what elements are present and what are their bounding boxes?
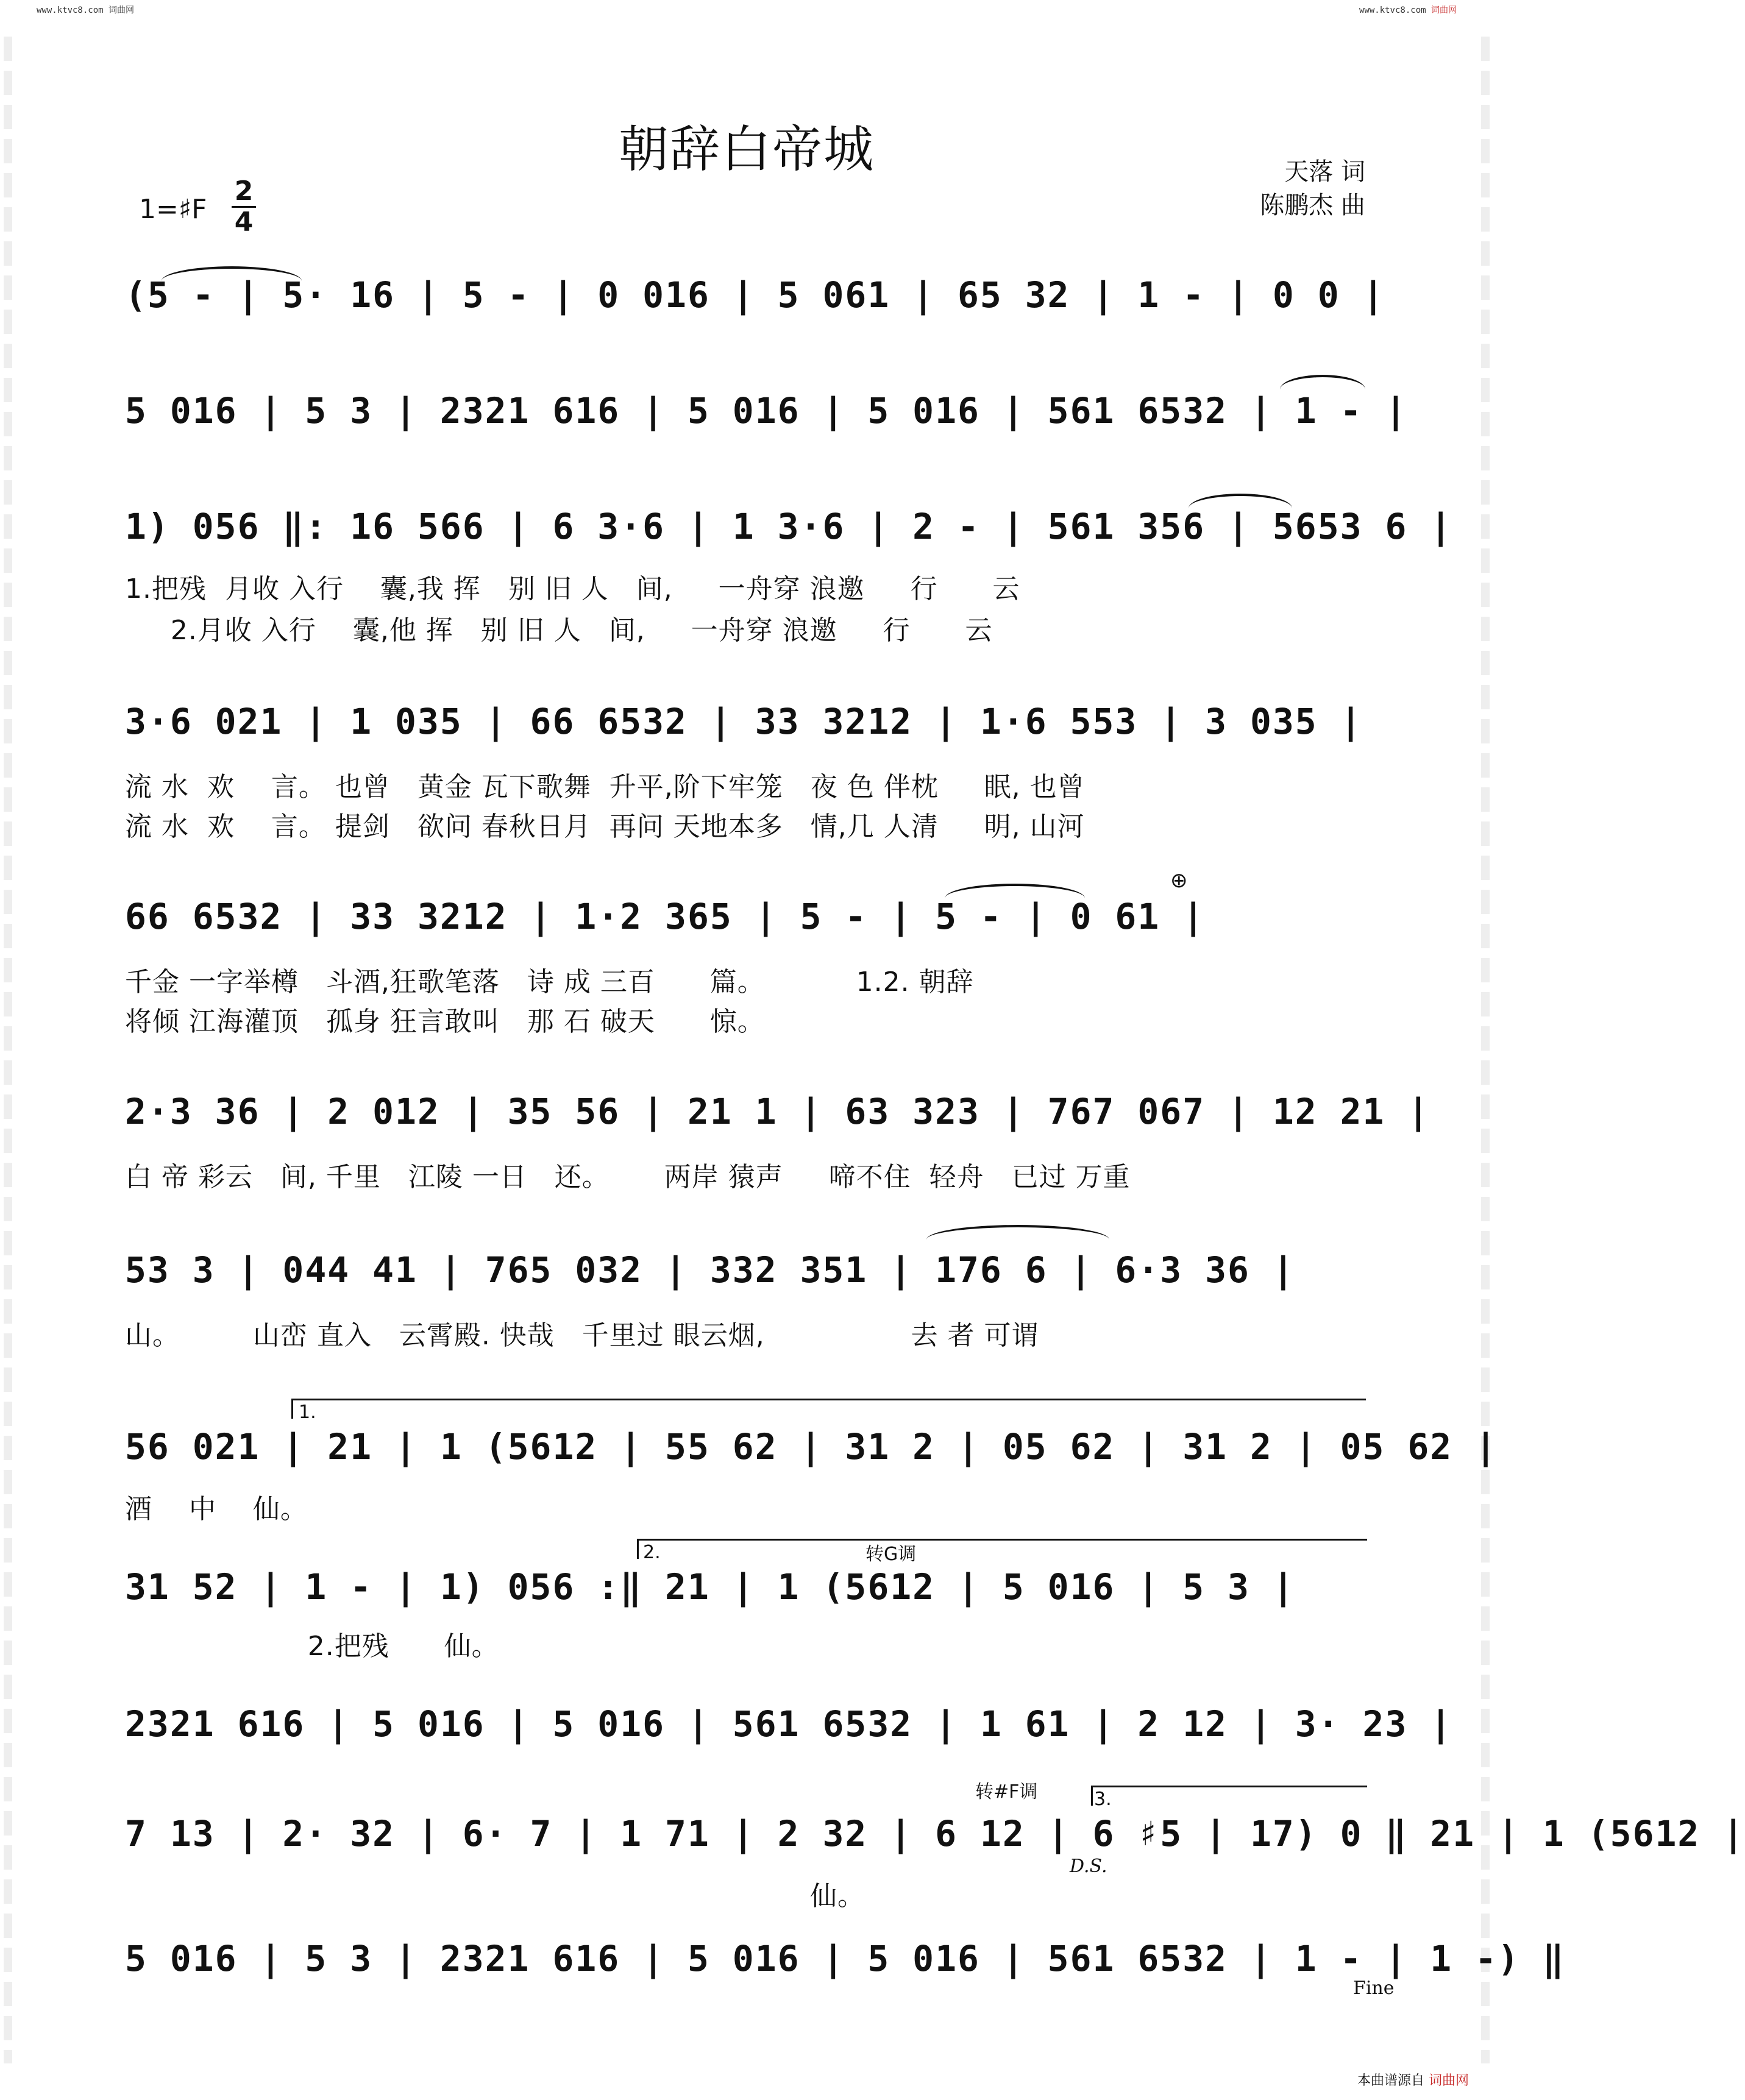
slur	[1280, 375, 1365, 389]
lyric-line-1: 山。 山峦 直入 云霄殿. 快哉 千里过 眼云烟, 去 者 可谓	[125, 1320, 1039, 1351]
modulation-fsharp: 转#F调	[975, 1781, 1038, 1803]
slur	[162, 266, 302, 281]
footer-text: 本曲谱源自	[1357, 2073, 1424, 2088]
third-ending-bracket	[1091, 1786, 1367, 1806]
first-ending-label: 1.	[299, 1402, 316, 1423]
second-ending-bracket	[637, 1539, 1367, 1559]
time-signature-bottom: 4	[232, 206, 256, 237]
notation-system-10: 2321 616 | 5 016 | 5 016 | 561 6532 | 1 61 | 2 12 | 3· 23 |	[125, 1703, 1453, 1745]
slur	[945, 884, 1085, 898]
notation-system-2: 5 016 | 5 3 | 2321 616 | 5 016 | 5 016 | 561 6532 | 1 - |	[125, 390, 1408, 431]
time-signature-top: 2	[234, 176, 254, 207]
watermark-right	[1359, 4, 1457, 16]
coda-sign: ⊕	[1170, 868, 1188, 893]
lyric-line-1: 酒 中 仙。	[125, 1494, 308, 1525]
third-ending-label: 3.	[1094, 1789, 1112, 1810]
watermark-left: www.ktvc8.com 词曲网	[37, 5, 135, 15]
lyric-line-1: 1.把残 月收 入行 囊,我 挥 别 旧 人 间, 一舟穿 浪邀 行 云	[125, 573, 1020, 605]
modulation-g: 转G调	[865, 1544, 917, 1565]
notation-system-4: 3·6 021 | 1 035 | 66 6532 | 33 3212 | 1·6 553 | 3 035 |	[125, 701, 1363, 742]
lyric-line-1: 千金 一字举樽 斗酒,狂歌笔落 诗 成 三百 篇。 1.2. 朝辞	[125, 967, 974, 998]
lyric-line-2: 将倾 江海灌顶 孤身 狂言敢叫 那 石 破天 惊。	[125, 1006, 765, 1037]
lyric-line-1: 2.把残 仙。	[125, 1631, 499, 1662]
slur	[926, 1225, 1109, 1240]
lyric-line-2: 2.月收 入行 囊,他 挥 别 旧 人 间, 一舟穿 浪邀 行 云	[125, 615, 993, 646]
notation-system-12: 5 016 | 5 3 | 2321 616 | 5 016 | 5 016 | 561 6532 | 1 - | 1 -) ‖	[125, 1938, 1565, 1979]
left-border-pattern	[4, 37, 12, 2063]
time-signature	[232, 177, 256, 237]
notation-system-9: 31 52 | 1 - | 1) 056 :‖ 21 | 1 (5612 | 5 016 | 5 3 |	[125, 1566, 1295, 1608]
ds-marking: D.S.	[1070, 1856, 1107, 1877]
notation-system-7: 53 3 | 044 41 | 765 032 | 332 351 | 176 6 | 6·3 36 |	[125, 1249, 1295, 1291]
watermark-url: www.ktvc8.com	[1359, 5, 1426, 15]
lyricist-credit: 天落 词	[1284, 158, 1365, 186]
notation-system-3: 1) 056 ‖: 16 566 | 6 3·6 | 1 3·6 | 2 - | 561 356 | 5653 6 |	[125, 506, 1453, 547]
notation-system-6: 2·3 36 | 2 012 | 35 56 | 21 1 | 63 323 | 767 067 | 12 21 |	[125, 1091, 1430, 1132]
lyric-line-1: 白 帝 彩云 间, 千里 江陵 一日 还。 两岸 猿声 啼不住 轻舟 已过 万重	[125, 1162, 1131, 1193]
right-border-pattern	[1481, 37, 1490, 2063]
lyric-line-1: 流 水 欢 言。 也曾 黄金 瓦下歌舞 升平,阶下牢笼 夜 色 伴枕 眠, 也曾	[125, 772, 1085, 803]
notation-system-8: 56 021 | 21 | 1 (5612 | 55 62 | 31 2 | 05 62 | 31 2 | 05 62 |	[125, 1426, 1498, 1467]
footer-credit	[1357, 2070, 1469, 2089]
fine-marking: Fine	[1353, 1978, 1395, 1999]
key-signature: 1=♯F	[139, 194, 207, 225]
notation-system-1: (5 - | 5· 16 | 5 - | 0 016 | 5 061 | 65 32 | 1 - | 0 0 |	[125, 274, 1385, 316]
notation-system-11: 7 13 | 2· 32 | 6· 7 | 1 71 | 2 32 | 6 12 | 6 ♯5 | 17) 0 ‖ 21 | 1 (5612 |	[125, 1813, 1745, 1854]
song-title: 朝辞白帝城	[618, 121, 875, 179]
lyric-line-1: 仙。	[125, 1881, 865, 1912]
lyric-line-2: 流 水 欢 言。 提剑 欲问 春秋日月 再问 天地本多 情,几 人清 明, 山河	[125, 811, 1085, 842]
watermark-brand: 词曲网	[1431, 5, 1457, 15]
slur	[1189, 494, 1292, 508]
first-ending-bracket	[291, 1399, 1366, 1419]
notation-system-5: 66 6532 | 33 3212 | 1·2 365 | 5 - | 5 - | 0 61 |	[125, 896, 1206, 937]
footer-brand: 词曲网	[1428, 2073, 1469, 2088]
second-ending-label: 2.	[643, 1542, 661, 1563]
composer-credit: 陈鹏杰 曲	[1260, 191, 1365, 219]
